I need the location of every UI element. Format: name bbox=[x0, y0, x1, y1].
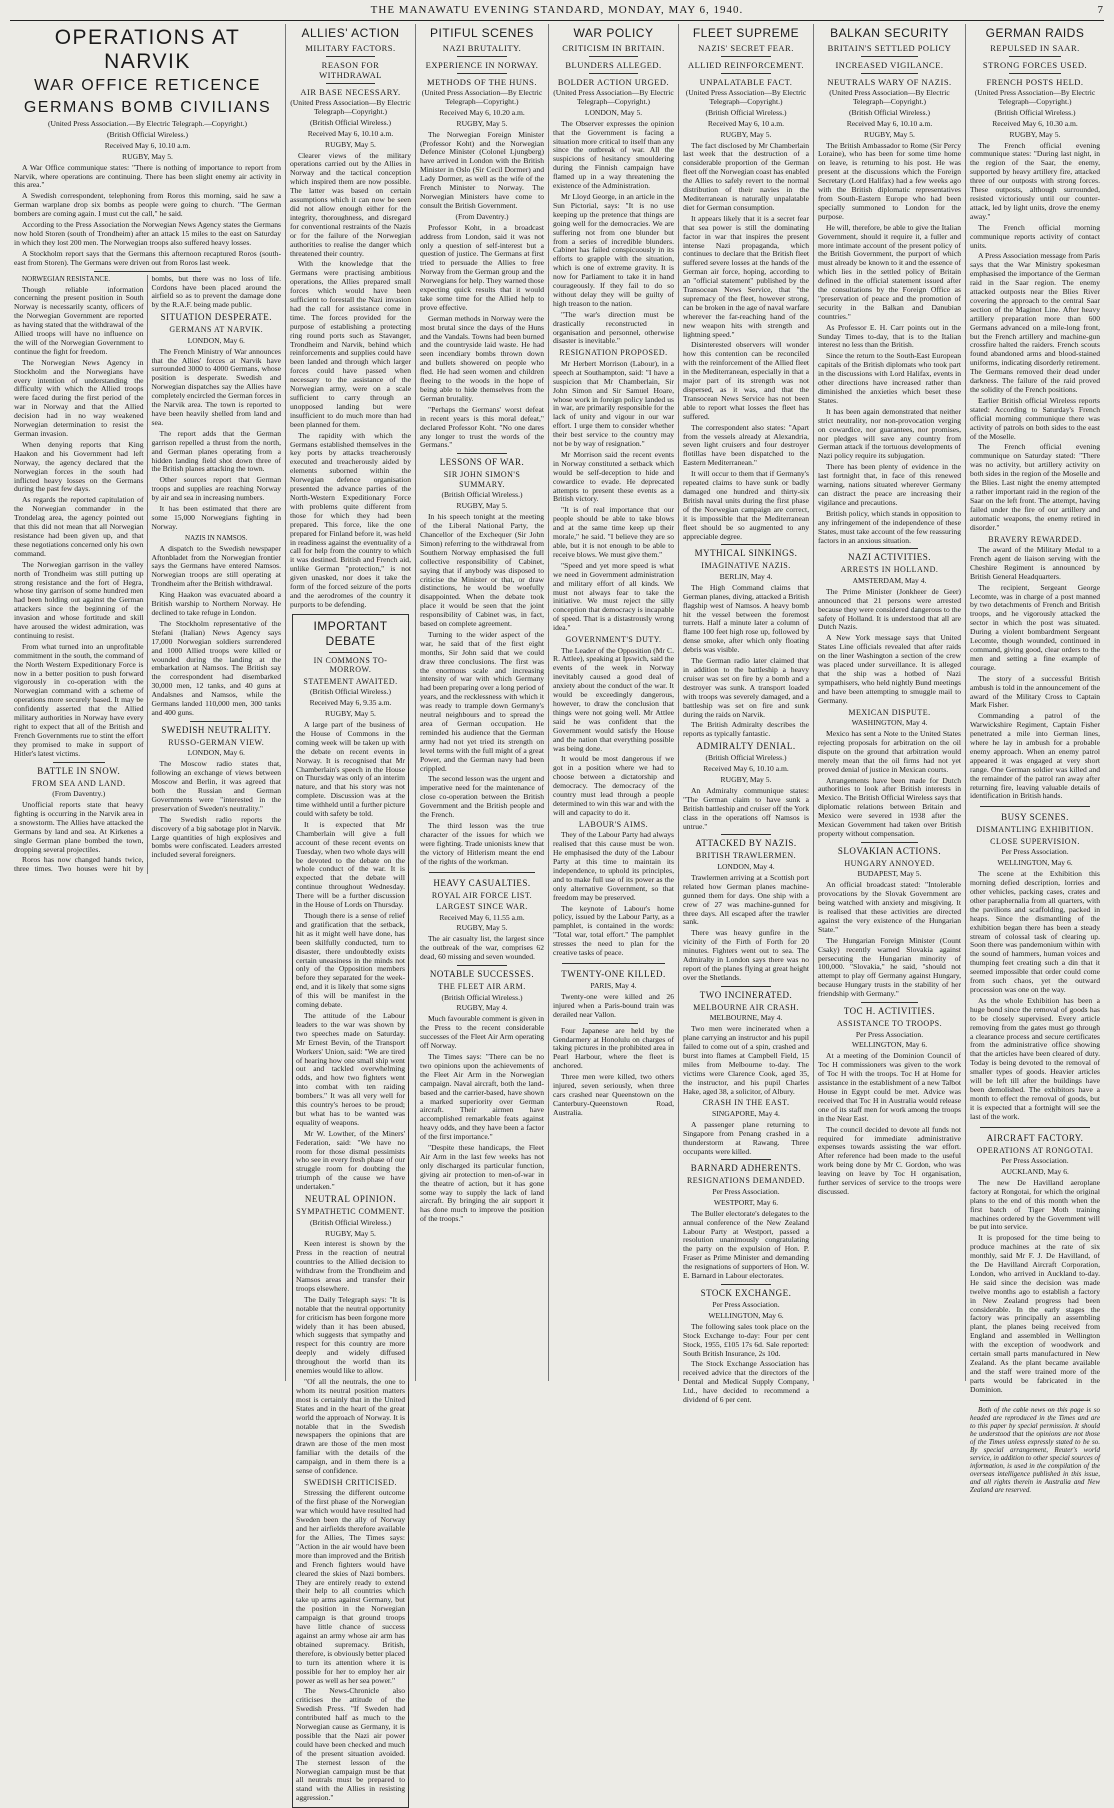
paragraph: It has been again demonstrated that neither strict neutrality, nor non-provocation verging on cowardice, nor guarantees, nor promises, nor pledges will save any country from German attack if the tortuous developments of Nazi policy require its subjugation. bbox=[818, 406, 961, 461]
paragraph: The Stockholm representative of the Stefani (Italian) News Agency says 17,000 Norwegian soldiers surrendered and 1000 Allied troops were killed or wounded during the landing at the embarkation at Namsos. The British say the correspondent had disembarked 30,000 men, 12 tanks, and 40 guns at Andalsnes and Namsos, while the Germans landed 110,000 men, 300 tanks and 400 guns. bbox=[151, 618, 281, 717]
paragraph: A passenger plane returning to Singapore from Penang crashed in a thunderstorm at Rawang. Three occupants were killed. bbox=[683, 1119, 809, 1156]
divider bbox=[980, 1127, 1091, 1128]
paragraph: The correspondent also states: "Apart from the vessels already at Alexandria, seven light cruisers and four destroyer flotillas have been dispatched to the Eastern Mediterranean." bbox=[683, 422, 809, 468]
paragraph: From what turned into an unprofitable commitment in the south, the command of the North Western Expeditionary Force is now in a better position to push forward vigorously in co-operation with the Norwegian command with a scheme of operations more securely based. It may be confidently asserted that the Allied military authorities in Norway have every right to expect that all of the British and French Governments rue to stint the effort they promised to make in support of Hitler's latest victims. bbox=[14, 641, 144, 758]
paragraph: The British Admiralty describes the reports as typically fantastic. bbox=[683, 720, 809, 739]
subheadline: BLUNDERS ALLEGED. bbox=[565, 60, 662, 70]
column-balkan-security bbox=[813, 24, 965, 1381]
divider bbox=[721, 1284, 771, 1285]
source-line: Per Press Association. bbox=[712, 1300, 780, 1309]
headline: TWENTY-ONE KILLED. bbox=[561, 968, 666, 979]
paragraph: Other sources report that German troops and supplies are reaching Norway by air and sea in increasing numbers. bbox=[151, 475, 281, 503]
credit-line: (United Press Association—By Electric Telegraph—Copyright.) bbox=[829, 88, 950, 106]
paragraph: "Speed and yet more speed is what we need in Government administration and military effort of all kinds. We must not always fear to take the initiative. We must reject the silly conception that democracy is incapable of speed. That is a distastrously wrong idea." bbox=[553, 560, 674, 633]
paragraph: Though reliable information concerning the present position in South Norway is necessarily scanty, officers of the Norwegian Government are reported as having stated that the withdrawal of the Allied troops will have no influence on the will of the Norwegian Government to continue the fight for freedom. bbox=[14, 284, 144, 356]
headline: NEUTRAL OPINION. bbox=[304, 1194, 397, 1205]
divider bbox=[589, 56, 637, 57]
paragraph: At a meeting of the Dominion Council of Toc H commissioners was given to the work of Toc H with the troops. Toc H at Home for assistance in the establishment of a new Talbot House in Egypt could be met. Advice was received that Toc H in Australia would release one of its staff men for work among the troops in the Near East. bbox=[818, 1051, 961, 1123]
wireless-line: (British Official Wireless.) bbox=[106, 129, 189, 139]
paragraph: A Swedish correspondent, telephoning from Roros this morning, said he saw a German warplane drop six bombs as people were going to church. "The German bombers are coming again. I must cut the call," he said. bbox=[14, 191, 281, 219]
subheadline: SWEDISH CRITICISED. bbox=[303, 1477, 398, 1487]
paragraph: "It is of real importance that our people should be able to take blows and at the same time keep up their morale," he said. "I believe they are so able, but it is not enough to be able to receive blows. We must give them." bbox=[553, 505, 674, 559]
credit-line: (United Press Association—By Electric Telegraph—Copyright.) bbox=[553, 88, 674, 106]
paragraph: The rapidity with which the Germans established themselves in the key ports by attacks treacherously executed and treacherously aided by elements suborned within the Norwegian defence organisation presented the advance parties of the North-Western Expeditionary Force with problems quite different from those for which they had been prepared. This force, like the one prepared for Finland before it, was held in readiness against the eventuality of a call for help from the country to which it was destined. British and French aid, unlike German "protection," is not given unasked, nor does it take the form of the forced seizure of the ports and the aerodromes of the country it purports to be defending. bbox=[290, 430, 411, 609]
dateline: LONDON, May 4. bbox=[717, 861, 775, 871]
divider bbox=[457, 965, 507, 966]
paragraph: Turning to the wider aspect of the war, he said that of the first eight months, Sir John said that we could draw three conclusions. The first was the enormous scale and increasing intensity of war with which Germany had been preparing over a long period of years, and the recklessness with which it was ready to trample down Germany's neutral neighbours and to spread the area of German occupation. He reminded his audience that the German army had not yet tried its strength on level terms with the full might of a great Power, and the German navy had been crippled. bbox=[420, 629, 544, 773]
paragraph: The French official morning communique reports activity of contact units. bbox=[970, 222, 1100, 250]
paragraph: The scene at the Exhibition this morning defied description, lorries and other vehicles, packing cases, crates and other paraphernalia from all quarters, with the pavilions and scaffolding, packed in heaps. Since the dismantling of the exhibition began there has been a steady stream of colossal task of clearing up. Soon there was pandemonium within with the sound of hammers, human voices and thumping feet creating such a din that it seemed impossible that order could come from such chaos, yet the outward procession was one on the way. bbox=[970, 869, 1100, 994]
paragraph: Mr W. Lowther, of the Miners' Federation, said: "We have no room for those dismal pessimists who see in every fresh phase of our struggle room for doubting the triumph of the cause we have undertaken." bbox=[296, 1128, 405, 1192]
headline: NAZI ACTIVITIES. bbox=[848, 552, 931, 563]
paragraph: The Hungarian Foreign Minister (Count Csaky) recently warned Slovakia against persecuting the Hungarian minority of 100,000. "Slovakia," he said, "should not attempt to play off Germany against Hungary, because Hungary trusts in the stability of her friendship with Germany." bbox=[818, 935, 961, 999]
dateline: MELBOURNE, May 4. bbox=[709, 1013, 783, 1023]
subheadline: IN COMMONS TO-MORROW. bbox=[313, 655, 388, 675]
paragraph: It would be most dangerous if we got in a position where we had to choose between a dictatorship and democracy. The democracy of the country must lead through a people determined to win this war and with the will and capacity to do it. bbox=[553, 754, 674, 817]
subheadline: METHODS OF THE HUNS. bbox=[427, 77, 537, 87]
paragraph: An official broadcast stated: "Intolerable provocations by the Slovak Government are being watched with anxiety and misgiving. It is realised that these activities are directed against the very existence of the Hungarian State." bbox=[818, 880, 961, 934]
headline: ALLIES' ACTION bbox=[301, 26, 400, 40]
headline: ATTACKED BY NAZIS. bbox=[695, 838, 797, 849]
wireless-line: (British Official Wireless.) bbox=[705, 753, 787, 763]
dateline: RUGBY, May 5. bbox=[122, 151, 173, 161]
divider bbox=[721, 73, 771, 74]
source-line: Per Press Association. bbox=[1001, 1156, 1069, 1166]
subheadline: ARRESTS IN HOLLAND. bbox=[840, 565, 939, 575]
subheadline: BRITISH TRAWLERMEN. bbox=[695, 851, 797, 861]
divider bbox=[1009, 73, 1061, 74]
paragraph: The Norwegian News Agency in Stockholm and the Norwegians have every intention of understanding the difficulty with which the Allied troops were faced during the first period of the war in Norway and that the Allied decision had in no way weakened Norwegian determination to resist the German invasion. bbox=[14, 357, 144, 438]
subheadline: MILITARY FACTORS. bbox=[305, 43, 396, 53]
subheadline: NAZI BRUTALITY. bbox=[442, 43, 522, 53]
dateline: AMSTERDAM, May 4. bbox=[852, 575, 927, 585]
column-war-policy bbox=[548, 24, 678, 1381]
subheadline: NEUTRALS WARY OF NAZIS. bbox=[827, 77, 952, 87]
divider bbox=[861, 73, 918, 74]
paragraph: As the whole Exhibition has been a huge bond since the removal of goods has to be closely supervised. Every article removing from the gates must go through a clearance process and secure certificates from the administrative office showing that the articles have been cleared of duty. Today is being devoted to the removal of smaller types of goods. Heavier articles will be left till after the buildings have been demolished. The exhibitors have a month to effect the removal of goods, but it is expected that a fortnight will see the last of the work. bbox=[970, 995, 1100, 1121]
divider bbox=[861, 842, 918, 843]
subheadline: LABOUR'S AIMS. bbox=[578, 819, 649, 829]
subheadline: GERMANS BOMB CIVILIANS bbox=[23, 99, 272, 116]
paragraph: A Press Association message from Paris says that the War Ministry spokesman emphasised the importance of the German raid in the Saar region. The enemy attacked outposts near the Blies River covering the approach to the central Saar section of the Maginot Line. After heavy artillery preparation more than 600 Germans advanced on a mile-long front, but the French artillery and machine-gun crossfire halted the raiders. French scouts found abandoned arms and blood-stained uniforms, indicating disorderly retirement. The Germans removed their dead under darkness. The failure of the raid proved the solidity of the French positions. bbox=[970, 251, 1100, 394]
wireless-line: (British Official Wireless.) bbox=[441, 490, 523, 500]
paragraph: The Norwegian garrison in the valley north of Trondheim was still putting up strong resistance and the fort of Hegra, whose tiny garrison of some hundred men had been holding out against the German attackers since the beginning of the invasion and whose fortitude and skill have aroused the widest admiration, was continuing to resist. bbox=[14, 559, 144, 640]
credit-line: (United Press Association—By Electric Telegraph—Copyright.) bbox=[421, 88, 543, 106]
headline: TOC H. ACTIVITIES. bbox=[843, 1006, 936, 1017]
column-operations-narvik bbox=[10, 24, 285, 1381]
paragraph: In his speech tonight at the meeting of the Liberal National Party, the Chancellor of the Exchequer (Sir John Simon) referring to the withdrawal from Southern Norway emphasised the full collective responsibility of Cabinet, saying that if anybody was disposed to criticise the Minister or that, or draw distinctions, he would be woefully disappointed. When the debate took place it would be seen that the joint responsibility of Cabinet was, in fact, based on complete agreement. bbox=[420, 512, 544, 629]
subheadline: CRITICISM IN BRITAIN. bbox=[562, 43, 665, 53]
received-line: Received May 6, 11.55 a.m. bbox=[439, 912, 525, 922]
received-line: Received May 6, 9.35 a.m. bbox=[309, 698, 392, 708]
subhead: NAZIS IN NAMSOS. bbox=[185, 533, 248, 542]
paragraph: As Professor E. H. Carr points out in the Sunday Times to-day, that is to the Italian interest no less than the British. bbox=[818, 322, 961, 350]
subheadline: STATEMENT AWAITED. bbox=[303, 676, 398, 686]
headline: FLEET SUPREME bbox=[692, 26, 800, 40]
paragraph: Since the return to the South-East European capitals of the British diplomats who took part in the discussions with Lord Halifax, events in other directions have increased rather than diminished the anxieties which beset these States. bbox=[818, 351, 961, 405]
headline: OPERATIONS AT NARVIK bbox=[54, 26, 241, 73]
paragraph: The German radio later claimed that in addition to the battleship a heavy cruiser was set on fire by a bomb and a destroyer was sunk. A transport loaded with troops was severely damaged, and a battleship was set on fire and sunk during the raids on Narvik. bbox=[683, 656, 809, 719]
divider bbox=[326, 56, 374, 57]
dateline: RUGBY, May 5. bbox=[456, 923, 508, 933]
subheadline: ALLIED REINFORCEMENT. bbox=[687, 60, 805, 70]
headline: SLOVAKIAN ACTIONS. bbox=[837, 845, 942, 856]
subheadline: ASSISTANCE TO TROOPS. bbox=[836, 1019, 943, 1029]
subheadline: UNPALATABLE FACT. bbox=[699, 77, 793, 87]
paragraph: It will occur to them that if Germany's repeated claims to have sunk or badly damaged one hundred and thirty-six British naval units during the first phase of the Norwegian campaign are correct, it is impossible that the Mediterranean fleet should be so augmented to any appreciable degree. bbox=[683, 469, 809, 541]
paragraph: Trawlermen arriving at a Scottish port related how German planes machine-gunned them for days. One ship with a crew of 27 was machine-gunned for three days. All escaped after the trawler sank. bbox=[683, 872, 809, 927]
subheadline: AIR BASE NECESSARY. bbox=[300, 87, 401, 97]
paragraph: Commanding a patrol of the Warwickshire Regiment, Captain Fisher penetrated a mile into German lines, where he lay in ambush for a probable enemy approach. When an enemy patrol appeared it was engaged at very short range. One German soldier was killed and the remainder of the patrol ran away after returning fire, leaving valuable details of identification in British hands. bbox=[970, 711, 1100, 801]
headline: BALKAN SECURITY bbox=[830, 26, 949, 40]
subheadline: DISMANTLING EXHIBITION. bbox=[976, 825, 1094, 835]
paragraph: The French Ministry of War announces that the Allies' forces at Narvik have surrounded 3000 to 4000 Germans, whose position is desperate. Swedish and Norwegian dispatches say the Allies have completely encircled the German forces in the Narvik area. The town is reported to have been heavily shelled from land and sea. bbox=[151, 346, 281, 427]
paragraph: It appears likely that it is a secret fear that sea power is still the dominating factor in war that inspires the present intense Nazi propaganda, which continues to declare that the British fleet suffered severe losses at the hands of the German air force, hoping, according to an "official statement" published by the Transocean News Service, that "the supremacy of the fleet, however strong, can be broken in the age of naval warfare wherever the far-reaching hand of the new weapon hits with strength and lightning speed." bbox=[683, 213, 809, 339]
paragraph: A War Office communique states: "There is nothing of importance to report from Narvik, where operations are continuing. There has been slight enemy air activity in this area." bbox=[14, 162, 281, 190]
subheadline: IMAGINATIVE NAZIS. bbox=[701, 561, 791, 571]
divider bbox=[457, 453, 507, 454]
headline: ADMIRALTY DENIAL. bbox=[696, 741, 796, 752]
subheadline: GOVERNMENT'S DUTY. bbox=[565, 635, 662, 645]
paragraph: Four Japanese are held by the Gendarmery at Honolulu on charges of taking pictures in the prohibited area in Pearl Harbour, where the fleet is anchored. bbox=[553, 1025, 674, 1071]
two-column-body bbox=[14, 275, 281, 875]
column-german-raids bbox=[965, 24, 1104, 1494]
page-number: 7 bbox=[1097, 4, 1104, 16]
masthead bbox=[10, 4, 1104, 21]
paragraph: Mr Morrison said the recent events in Norway constituted a setback which would be self-deception to hide and cowardice to evade. He deprecated attempts to present these events as a British victory. bbox=[553, 449, 674, 504]
dateline: RUGBY, May 5. bbox=[1009, 129, 1061, 139]
subheadline: RESIGNATION PROPOSED. bbox=[559, 348, 668, 358]
paragraph: According to the Press Association the Norwegian News Agency states the Germans now hold Storen (south of Trondheim) after an attack 15 miles to the east on Saturday in which they lost 200 men. The Norwegian troops also suffered heavy losses. bbox=[14, 220, 281, 247]
subheadline: FRENCH POSTS HELD. bbox=[986, 77, 1084, 87]
paragraph: "The war's direction must be drastically reconstructed in organisation and personnel, otherwise disaster is inevitable." bbox=[553, 309, 674, 346]
paragraph: Earlier British official Wireless reports stated: According to Saturday's French official morning communique there was activity of patrols on both sides to the east of the Moselle. bbox=[970, 395, 1100, 441]
paragraph: The new De Havilland aeroplane factory at Rongotai, for which the original plans to the end of this month when the first batch of Tiger Moth training machines ordered by the Government will be put into service. bbox=[970, 1177, 1100, 1232]
subheadline: RESIGNATIONS DEMANDED. bbox=[686, 1176, 806, 1186]
dateline: SINGAPORE, May 4. bbox=[712, 1108, 780, 1118]
paragraph: Mr Lloyd George, in an article in the Sun Pictorial, says: "It is no use keeping up the pretence that things are going well for the democracies. We are suffering not from one blunder but from a series of incredible blunders. Cabinet has failed conspicuously in its efforts to grapple with the situation, which is one of extreme gravity. It is now for Parliament to take it in hand courageously. If they fail to do so without delay they will be guilty of high treason to the nation. bbox=[553, 191, 674, 308]
headline: IMPORTANT DEBATE bbox=[313, 618, 388, 648]
masthead-title: THE MANAWATU EVENING STANDARD, MONDAY, MAY 6, 1940. bbox=[370, 4, 744, 16]
dateline: WELLINGTON, May 6. bbox=[851, 1040, 928, 1050]
subheadline: FROM SEA AND LAND. bbox=[32, 778, 126, 788]
subhead: NORWEGIAN RESISTANCE. bbox=[22, 274, 111, 283]
subheadline: RUSSO-GERMAN VIEW. bbox=[168, 737, 265, 747]
paragraph: Three men were killed, two others injured, seven seriously, when three cars crashed near Queenstown on the Canterbury-Queenstown Road, Australia. bbox=[553, 1072, 674, 1117]
paragraph: A large part of the business of the House of Commons in the coming week will be taken up with the debate on recent events in Norway. It is recognised that Mr Chamberlain's speech in the House on Thursday was only of an interim nature, and that his story was not complete. Discussion was at the time withheld until a further picture could with safety be told. bbox=[296, 719, 405, 819]
paragraph: A New York message says that United States Line officials revealed that after raids on the liner Washington a section of the crew was placed under surveillance. It is alleged that the ship was a hotbed of Nazi sympathisers, who held nightly Bund meetings and have been attempting to smuggle mail to Germany. bbox=[818, 633, 961, 705]
divider bbox=[94, 271, 201, 272]
dateline: LONDON, May 6. bbox=[187, 335, 245, 345]
dateline: LONDON, May 5. bbox=[584, 107, 643, 117]
wireless-line: (British Official Wireless.) bbox=[309, 1217, 392, 1227]
paragraph: There was heavy gunfire in the vicinity of the Firth of Forth for 20 minutes. Fighters went out to sea. The Admiralty in London says there was no report of the planes flying at great height over the Shetlands. bbox=[683, 928, 809, 982]
paragraph: They of the Labour Party had always realised that this cause must be won. He emphasised the duty of the Labour Party at this time to maintain its independence, to uphold its principles, and to make full use of its power as the only alternative Government, so that freedom may be preserved. bbox=[553, 830, 674, 902]
dateline: WELLINGTON, May 6. bbox=[997, 858, 1073, 868]
wireless-line: (British Official Wireless.) bbox=[309, 687, 392, 697]
paragraph: An Admiralty communique states: "The German claim to have sunk a British battleship and cruiser off the York class in the operations off Namsos is untrue." bbox=[683, 785, 809, 831]
subheadline: SYMPATHETIC COMMENT. bbox=[296, 1207, 405, 1217]
subheadline: MEXICAN DISPUTE. bbox=[848, 707, 931, 717]
paragraph: The recipient, Sergeant George Lecomte, was in charge of a post manned by two detachments of French and British troops, and he vigorously attacked the sector in which the post was situated. During a violent bombardment Sergeant Lecomte, though wounded, continued in command, giving good, clear orders to the men and setting a fine example of courage. bbox=[970, 582, 1100, 672]
divider bbox=[589, 1023, 637, 1024]
paragraph: Though there is a sense of relief and gratification that the setback, hit as it might well have done, has been skilfully conducted, turn to disaster, there undoubtedly exists certain uneasiness in the minds not only of the Opposition members before they separated for the week-end, and it is likely that some signs of this will be manifest in the coming debate. bbox=[296, 911, 405, 1010]
subheadline: ROYAL AIR FORCE LIST. bbox=[431, 890, 533, 900]
column-fleet-supreme bbox=[678, 24, 813, 1405]
dateline: BUDAPEST, May 5. bbox=[857, 869, 922, 879]
paragraph: Much favourable comment is given in the Press to the recent considerable successes of the Fleet Air Arm operating off Norway. bbox=[420, 1014, 544, 1051]
paragraph: Keen interest is shown by the Press in the reaction of neutral countries to the Allied decision to withdraw from the Trondheim and Namsos areas and transfer their troops elsewhere. bbox=[296, 1239, 405, 1293]
divider bbox=[721, 56, 771, 57]
subheadline: BRITAIN'S SETTLED POLICY bbox=[827, 43, 952, 53]
paragraph: The British Ambassador to Rome (Sir Percy Loraine), who has been for some time home on leave, is returning to his post. He was present at the discussions which the Foreign Secretary (Lord Halifax) had a few weeks ago with the British diplomatic representatives from South-Eastern Europe who had been specially summoned to London for the purpose. bbox=[818, 140, 961, 221]
received-line: Received May 6, 10 a.m. bbox=[707, 118, 785, 128]
paragraph: "Of all the neutrals, the one to whom its neutral position matters most is certainly that in the United States and in the heart of the great world the approach of Norway. It is notable that in the Swedish newspapers the opinions that are drawn are those of the men most familiar with the details of the campaign, and in them there is a sense of confidence. bbox=[296, 1377, 405, 1476]
paragraph: It has been estimated that there are some 15,000 Norwegians fighting in Norway. bbox=[151, 504, 281, 531]
paragraph: The air casualty list, the largest since the outbreak of the war, comprises 62 dead, 60 missing and seven wounded. bbox=[420, 934, 544, 962]
subheadline: MELBOURNE AIR CRASH. bbox=[693, 1002, 799, 1012]
subheadline: INCREASED VIGILANCE. bbox=[835, 60, 944, 70]
paragraph: Mr Herbert Morrison (Labour), in a speech at Southampton, said: "I have a suspicion that Mr Chamberlain, Sir John Simon and Sir Samuel Hoare, whose work in foreign policy landed us in war, are primarily responsible for the lack of unity and vigour in our war effort. I urge them to consider whether their best service to the country may not be by way of resignation." bbox=[553, 358, 674, 449]
paragraph: The Prime Minister (Jonkheer de Geer) announced that 21 persons were arrested because they were considered dangerous to the safety of Holland. It is understood that all are Dutch Nazis. bbox=[818, 586, 961, 632]
headline: AIRCRAFT FACTORY. bbox=[986, 1132, 1084, 1143]
subheadline: REASON FOR WITHDRAWAL bbox=[319, 60, 382, 80]
paragraph: Unofficial reports state that heavy fighting is occurring in the Narvik area in a snowstorm. The Allies have attacked the Germans by land and sea. At Kirkenes a single German plane bombed the town, dropping several projectiles. bbox=[14, 800, 144, 854]
dateline: RUGBY, May 5. bbox=[325, 1228, 376, 1238]
received-line: Received May 6, 10.10 a.m. bbox=[703, 764, 789, 774]
wireless-line: (British Official Wireless.) bbox=[848, 107, 931, 117]
subheadline: STRONG FORCES USED. bbox=[982, 60, 1088, 70]
paragraph: The Stock Exchange Association has received advice that the directors of the Dental and Medical Supply Company, Ltd., have decided to recommend a dividend of 6 per cent. bbox=[683, 1359, 809, 1405]
dateline: RUGBY, May 5. bbox=[720, 775, 772, 785]
credit-line: (United Press Association—By Electric Telegraph—Copyright.) bbox=[974, 88, 1096, 106]
divider bbox=[861, 56, 918, 57]
received-line: Received May 6, 10.20 a.m. bbox=[439, 107, 525, 117]
paragraph: The Times says: "There can be no two opinions upon the achievements of the Fleet Air Arm in the Norwegian campaign. Naval aircraft, both the land-based and the carrier-based, have shown a marked superiority over German aircraft. Their airmen have accomplished remarkable feats against heavy odds, and they have been a factor of the first importance." bbox=[420, 1051, 544, 1142]
paragraph: Twenty-one were killed and 26 injured when a Paris-bound train was derailed near Vallon. bbox=[553, 991, 674, 1019]
divider bbox=[53, 762, 105, 763]
subheadline: LARGEST SINCE WAR. bbox=[436, 902, 528, 911]
subheadline: OPERATIONS AT RONGOTAI. bbox=[976, 1145, 1094, 1155]
dateline: RUGBY, May 4. bbox=[456, 1003, 508, 1013]
divider bbox=[980, 806, 1091, 807]
paragraph: Mexico has sent a Note to the United States rejecting proposals for arbitration on the oil dispute on the ground that arbitration would merely mean that the oil firms had not yet proved denial of justice in Mexican courts. bbox=[818, 729, 961, 774]
divider bbox=[326, 83, 374, 84]
received-line: Received May 6, 10.10 a.m. bbox=[846, 118, 933, 128]
paragraph: The French official evening communique states: "During last night, in the region of the Saar, the enemy, supported by heavy artillery fire, attacked three of our outposts with strong forces. These outposts, although surrounded, resisted victoriously until our counter-attack, led by light units, drove the enemy away." bbox=[970, 140, 1100, 221]
wireless-line: (British Official Wireless.) bbox=[994, 107, 1076, 117]
footer-note: Both of the cable news on this page is so headed are reproduced in the Times and are to this paper by special permission. It should be understood that the opinions are not those of the Times unless expressly stated to be so. By special arrangement, Reuter's world service, in addition to other special sources of information, is used in the compilation of the overseas intelligence published in this issue, and all rights therein in Australia and New Zealand are reserved. bbox=[970, 1405, 1100, 1494]
paragraph: Stressing the different outcome of the first phase of the Norwegian war which would have resulted had Sweden been the ally of Norway and her airfields therefore available for the Allies, The Times says: "Action in the air would have been more than improved and the British and French fighters would have cleared the skies of Nazi bombers. They are entirely ready to extend their help to all countries which take up arms against Germany, but the position in the Norwegian campaign is that ground troops have little chance of success against an army whose air arm has obtained supremacy. British, therefore, is obviously better placed to turn its attention where it is possible for her to employ her air power as well as her sea power." bbox=[296, 1488, 406, 1685]
paragraph: It is proposed for the time being to produce machines at the rate of six monthly, said Mr F. J. De Havilland, of the De Havilland Aircraft Corporation, London, who arrived in Auckland to-day. He said since the decision was made twelve months ago to establish a factory in New Zealand progress had been considerable. In the early stages the factory was principally an assembling plant, the planes being received from England and assembled in Wellington with the exception of woodwork and certain small parts manufactured in New Zealand. As the plant became available and the staff were trained more of the parts would be fabricated in the Dominion. bbox=[970, 1233, 1100, 1394]
source-line: Per Press Association. bbox=[1001, 847, 1069, 857]
paragraph: British policy, which stands in opposition to any infringement of the independence of these States, must take account of the few reassuring factors in an anxious situation. bbox=[818, 508, 961, 545]
divider bbox=[721, 544, 771, 545]
wireless-line: (British Official Wireless.) bbox=[441, 992, 523, 1002]
paragraph: Two men were incinerated when a plane carrying an instructor and his pupil failed to come out of a spin, crashed and burst into flames at Campbell Field, 15 miles from Melbourne to-day. The victims were Clarence Cook, aged 35, the instructor, and his pupil Charles Hake, aged 38, a solicitor, of Albury. bbox=[683, 1024, 809, 1096]
paragraph: The News-Chronicle also criticises the attitude of the Swedish Press. "If Sweden had contributed half as much to the Norwegian cause as Germany, it is possible that the Nazi air power could have been checked and much of the present situation avoided. The sternest lesson of the Norwegian campaign must be that all neutrals must be prepared to stand with the Allies in resisting aggression." bbox=[296, 1686, 405, 1803]
paragraph: German methods in Norway were the most brutal since the days of the Huns and the Vandals. Towns had been burned and the countryside laid waste. He had seen incendiary bombs thrown down and bullets showered on people who fled. He had seen women and children fleeing to the woods in the hope of being able to hide themselves from the German brutality. bbox=[420, 313, 544, 403]
headline: BATTLE IN SNOW. bbox=[37, 765, 121, 776]
headline: BARNARD ADHERENTS. bbox=[690, 1163, 802, 1174]
wireless-line: (British Official Wireless.) bbox=[309, 117, 392, 127]
paragraph: "Perhaps the Germans' worst defeat in recent years is this moral defeat," declared Professor Koht. "No one dares any longer to trust the words of the Germans." bbox=[420, 404, 544, 450]
subheadline: GERMANS AT NARVIK. bbox=[169, 325, 264, 335]
paragraph: It is expected that Mr Chamberlain will give a full account of these recent events on Tuesday, when two whole days will be devoted to the debate on the whole conduct of the war. It is expected that the debate will continue throughout Wednesday. There will be a further discussion in the House of Lords on Thursday. bbox=[296, 819, 405, 910]
paragraph: The story of a successful British ambush is told in the announcement of the award of the Military Cross to Captain Mark Fisher. bbox=[970, 673, 1100, 710]
paragraph: The following sales took place on the Stock Exchange to-day: Four per cent Stock, 1955, £105 17s 6d. Sale reported: South British Insurance, 2s 10d. bbox=[683, 1321, 809, 1358]
divider bbox=[721, 1159, 771, 1160]
divider bbox=[861, 548, 918, 549]
subheadline: WAR OFFICE RETICENCE bbox=[34, 77, 261, 94]
paragraph: The attitude of the Labour leaders to the war was shown by two speeches made on Saturday. Mr Ernest Bevin, of the Transport Workers' Union, said: "We are tired of hearing how one small ship went out and tackled overwhelming odds, and how two fighters went into combat with ten raiding bombers." It was all very well for this country's heroes to be proud; but what has to be wanted was equality of weapons. bbox=[296, 1010, 405, 1127]
credit-line: (United Press Association—By Electric Telegraph—Copyright.) bbox=[685, 88, 807, 106]
paragraph: When denying reports that King Haakon and his Government had left Norway, the agency declared that the Norwegian forces in the south had inflicted heavy losses on the Germans during the past few days. bbox=[14, 439, 144, 494]
headline: WAR POLICY bbox=[573, 26, 654, 40]
subheadline: BRAVERY REWARDED. bbox=[988, 534, 1082, 544]
divider bbox=[721, 986, 771, 987]
received-line: Received May 6, 10.30 a.m. bbox=[992, 118, 1078, 128]
subheadline: CRASH IN THE EAST. bbox=[702, 1098, 790, 1108]
column-pitiful-scenes bbox=[415, 24, 548, 1381]
credit-line: (United Press Association.—By Electric Telegraph.—Copyright.) bbox=[47, 119, 248, 128]
divider bbox=[429, 872, 534, 873]
divider bbox=[457, 73, 507, 74]
dateline: WESTPORT, May 6. bbox=[713, 1197, 779, 1207]
divider bbox=[721, 834, 771, 835]
headline: HEAVY CASUALTIES. bbox=[433, 877, 531, 888]
divider bbox=[562, 963, 665, 964]
subheadline: NAZIS' SECRET FEAR. bbox=[698, 43, 794, 53]
dateline: WASHINGTON, May 4. bbox=[851, 718, 928, 728]
paragraph: The report adds that the German garrison repelled a thrust from the north, and German planes operating from a hidden landing field shot down three of the British planes attacking the town. bbox=[151, 428, 281, 474]
divider bbox=[190, 721, 242, 722]
headline: GERMAN RAIDS bbox=[985, 26, 1085, 40]
paragraph: The Observer expresses the opinion that the Government is facing a situation more critical to itself than any since the outbreak of war. All the suspicions of hesitancy smouldering during the Finnish campaign have flamed up in a way threatening the existence of the Administration. bbox=[553, 118, 674, 191]
divider bbox=[861, 1002, 918, 1003]
dateline: RUGBY, May 5. bbox=[456, 501, 508, 511]
headline: MYTHICAL SINKINGS. bbox=[694, 548, 798, 559]
paragraph: The award of the Military Medal to a French agent de liaison serving with the Cheshire Regiment is announced by British General Headquarters. bbox=[970, 545, 1100, 581]
divider bbox=[980, 1400, 1091, 1401]
headline: SITUATION DESPERATE. bbox=[160, 312, 272, 323]
dateline: RUGBY, May 5. bbox=[325, 139, 376, 149]
headline: PITIFUL SCENES bbox=[430, 26, 534, 40]
subheadline: HUNGARY ANNOYED. bbox=[844, 858, 935, 868]
paragraph: Clearer views of the military operations carried out by the Allies in Norway and the tactical conception which inspired them are now possible. The latter was based on certain assumptions which it can now be seen did not allow enough either for the integrity, thoroughness, and disregard for conventional restraints of the Nazis or for the failure of the Norwegian authorities to realise the danger which threatened their country. bbox=[290, 150, 411, 258]
paragraph: The French official evening communique on Saturday stated: "There was no activity, but artillery activity on both sides in the region of the Moselle and the Blies. Last night the enemy attempted a rather important raid in the region of the Saar on the left front. The attempt, having failed under the fire of our artillery and automatic weapons, the enemy retired in disorder." bbox=[970, 442, 1100, 532]
dateline: LONDON, May 6. bbox=[187, 748, 245, 758]
wireless-line: (British Official Wireless.) bbox=[705, 107, 787, 117]
paragraph: The council decided to devote all funds not required for immediate administrative expenses towards assisting the war effort. After reference had been made to the useful work being done by Mr C. Gordon, who was leaving on leave by Toc H organisation, further services of service to the troops were discussed. bbox=[818, 1124, 961, 1196]
paragraph: With the knowledge that the Germans were practising ambitious operations, the Allies prepared small forces which would have been sufficient to forestall the Nazi invasion had the call for assistance come in time. The forces provided for the purpose of establishing a protecting ring round ports such as Stavanger, Trondheim and Narvik, behind which reinforcements and supplies could have been landed and through which larger forces could have passed when necessary to the assistance of the Norwegian army, were on a scale sufficient to carry through an unopposed landing but were insufficient to do much more than had been planned for them. bbox=[290, 259, 411, 429]
paragraph: Roros has now changed hands twice, three times. Two houses were hit by bombs, but there was no loss of life. Cordons have been placed around the airfield so as to prevent the damage done by the R.A.F. being made public. bbox=[14, 273, 281, 874]
paragraph: The Leader of the Opposition (Mr C. R. Attlee), speaking at Ipswich, said the events of the week in Norway inevitably caused a good deal of anxiety about the conduct of the war. It would be exceedingly dangerous, however, to draw the conclusion that things were not going well. Mr Attlee said he was confident that the Government would satisfy the House and the nation that everything possible was being done. bbox=[553, 645, 674, 753]
received-line: Received May 6, 10.10 a.m. bbox=[307, 128, 394, 138]
column-allies-action bbox=[285, 24, 415, 1803]
paragraph: The Moscow radio states that, following an exchange of views between Moscow and Berlin, it was agreed that both the Russian and German Governments were "interested in the preservation of Sweden's neutrality." bbox=[151, 759, 281, 813]
source-line: (From Daventry.) bbox=[455, 211, 509, 221]
paragraph: The Daily Telegraph says: "It is notable that the neutral opportunity for criticism has been forgone more widely than it has been abused, which suggests that sympathy and respect for this country are more deeply and widely diffused throughout the world than its enemies would like to allow. bbox=[296, 1294, 405, 1376]
paragraph: As regards the reported capitulation of the Norwegian commander in the Trondelag area, the agency pointed out that this did not mean that all Norwegian resistance had been given up, and that these negotiations concerned only his own command. bbox=[14, 495, 144, 558]
paragraph: The High Command claims that German planes, diving, attacked a British flagship west of Namsos. A heavy bomb hit the vessel between the foremost turrets. Half a minute later a column of flame 100 feet high rose up, followed by dense smoke, after which only floating debris was visible. bbox=[683, 582, 809, 655]
paragraph: Disinterested observers will wonder how this contention can be reconciled with the reinforcement of the Allied fleet in the Mediterranean, especially in that a major part of its strength was not dispersed, as it was, and that the Transocean News Service has not been able to report what losses the fleet has suffered. bbox=[683, 340, 809, 421]
dateline: RUGBY, May 5. bbox=[325, 709, 376, 719]
dateline: WELLINGTON, May 6. bbox=[708, 1310, 784, 1320]
paragraph: The Norwegian Foreign Minister (Professor Koht) and the Norwegian Defence Minister (Colonel Ljungberg) have arrived in London with the British Minister in Oslo (Sir Cecil Dormer) and Lady Dormer, as well as the wife of the French Minister to Norway. The Norwegian Ministers have come to consult the British Government. bbox=[420, 129, 544, 210]
headline: LESSONS OF WAR. bbox=[439, 457, 525, 468]
dateline: AUCKLAND, May 6. bbox=[1001, 1166, 1069, 1176]
headline: STOCK EXCHANGE. bbox=[700, 1288, 792, 1298]
source-line: Per Press Association. bbox=[712, 1186, 780, 1196]
credit-line: (United Press Association—By Electric Telegraph—Copyright.) bbox=[290, 98, 411, 116]
source-line: (From Daventry.) bbox=[52, 789, 106, 799]
subheadline: THE FLEET AIR ARM. bbox=[438, 982, 526, 992]
headline: NOTABLE SUCCESSES. bbox=[429, 969, 535, 980]
paragraph: The fact disclosed by Mr Chamberlain last week that the destruction of a considerable proportion of the German fleet off the Norwegian coast has enabled the Allies to safely revert to the normal distribution of their navies in the Mediterranean is naturally unpalatable diet for German consumption. bbox=[683, 140, 809, 212]
paragraph: A Stockholm report says that the Germans this afternoon recaptured Roros (south-east from Storen). The Germans were driven out from Roros last week. bbox=[14, 248, 281, 267]
headline: BUSY SCENES. bbox=[1001, 812, 1069, 823]
paragraph: Professor Koht, in a broadcast address from London, said it was not only a question of self-interest but a question of justice. The Germans at first tried to persuade the Allies to free Norway from the German group and the Norwegians for help. They warned those expecting quick results that it would take some time for the Allied help to prove effective. bbox=[420, 222, 544, 312]
paragraph: The keynote of Labour's home policy, issued by the Labour Party, as a pamphlet, is contained in the words: "Total war, total effort." The pamphlet stresses the need to plan for the creative tasks of peace. bbox=[553, 903, 674, 958]
dateline: RUGBY, May 5. bbox=[456, 118, 508, 128]
subheadline: CLOSE SUPERVISION. bbox=[990, 836, 1080, 846]
source-line: Per Press Association. bbox=[855, 1029, 924, 1039]
paragraph: Arrangements have been made for Dutch authorities to look after British interests in Mexico. The British Official Wireless says that diplomatic relations between Britain and Mexico were severed in 1938 after the Mexican Government had taken over British property without compensation. bbox=[818, 775, 961, 838]
divider bbox=[457, 56, 507, 57]
subheadline: BOLDER ACTION URGED. bbox=[557, 77, 670, 87]
headline: SWEDISH NEUTRALITY. bbox=[161, 724, 272, 735]
headline: TWO INCINERATED. bbox=[699, 989, 793, 1000]
paragraph: King Haakon was evacuated aboard a British warship to Northern Norway. He declined to take refuge in London. bbox=[151, 590, 281, 617]
paragraph: The second lesson was the urgent and imperative need for the maintenance of close co-operation between the British Government and the British people and the French. bbox=[420, 774, 544, 820]
subheadline: REPULSED IN SAAR. bbox=[990, 43, 1080, 53]
divider bbox=[589, 73, 637, 74]
dateline: BERLIN, May 4. bbox=[719, 571, 773, 581]
subheadline: SIR JOHN SIMON'S SUMMARY. bbox=[443, 470, 521, 489]
received-line: Received May 6, 10.10 a.m. bbox=[104, 140, 191, 150]
dateline: RUGBY, May 5. bbox=[864, 129, 915, 139]
subheadline: EXPERIENCE IN NORWAY. bbox=[425, 60, 539, 70]
paragraph: The Swedish radio reports the discovery of a big sabotage plot in Narvik. Large quantities of high explosives and bombs were confiscated. Leaders arrested included several foreigners. bbox=[151, 814, 281, 860]
boxed-article bbox=[292, 614, 409, 1808]
divider bbox=[329, 652, 373, 653]
dateline: RUGBY, May 5. bbox=[720, 129, 772, 139]
paragraph: The Buller electorate's delegates to the annual conference of the New Zealand Labour Party at Westport, passed a resolution unanimously congratulating the party on the expulsion of Hon. P. Fraser as Prime Minister and demanding the resignations of supporters of Hon. W. E. Barnard in Labour electorates. bbox=[683, 1208, 809, 1281]
paragraph: There has been plenty of evidence in the last fortnight that, in face of this renewed warning, nations situated wherever Germany can distract the peace are increasing their vigilance and precautions. bbox=[818, 462, 961, 507]
divider bbox=[1009, 56, 1061, 57]
dateline: PARIS, May 4. bbox=[590, 980, 637, 990]
paragraph: A dispatch to the Swedish newspaper Aftonbladet from the Norwegian frontier says the Germans have entered Namsos. Norwegian troops are still operating at Trondheim after the British withdrawal. bbox=[151, 543, 281, 589]
paragraph: "Despite these handicaps, the Fleet Air Arm in the last few weeks has not only discharged its particular function, giving air protection to men-of-war in the theatre of action, but it has gone some way to supply the lack of land aircraft. By bringing the air support it has done much to improve the position of the troops." bbox=[420, 1143, 544, 1224]
paragraph: The third lesson was the true character of the issues for which we were fighting. Trade unionists knew that the victory of Hitlerism meant the end of the rights of the workman. bbox=[420, 820, 544, 866]
paragraph: He will, therefore, be able to give the Italian Government, should it require it, a fuller and more intimate account of the present policy of the British Government, the purport of which must already be known to it and the essence of which lies in the settled policy of Britain defined in the official statement issued after the consultations by the Foreign Office as "preservation of peace and the promotion of security in the Balkan and Danubian countries." bbox=[818, 222, 961, 321]
